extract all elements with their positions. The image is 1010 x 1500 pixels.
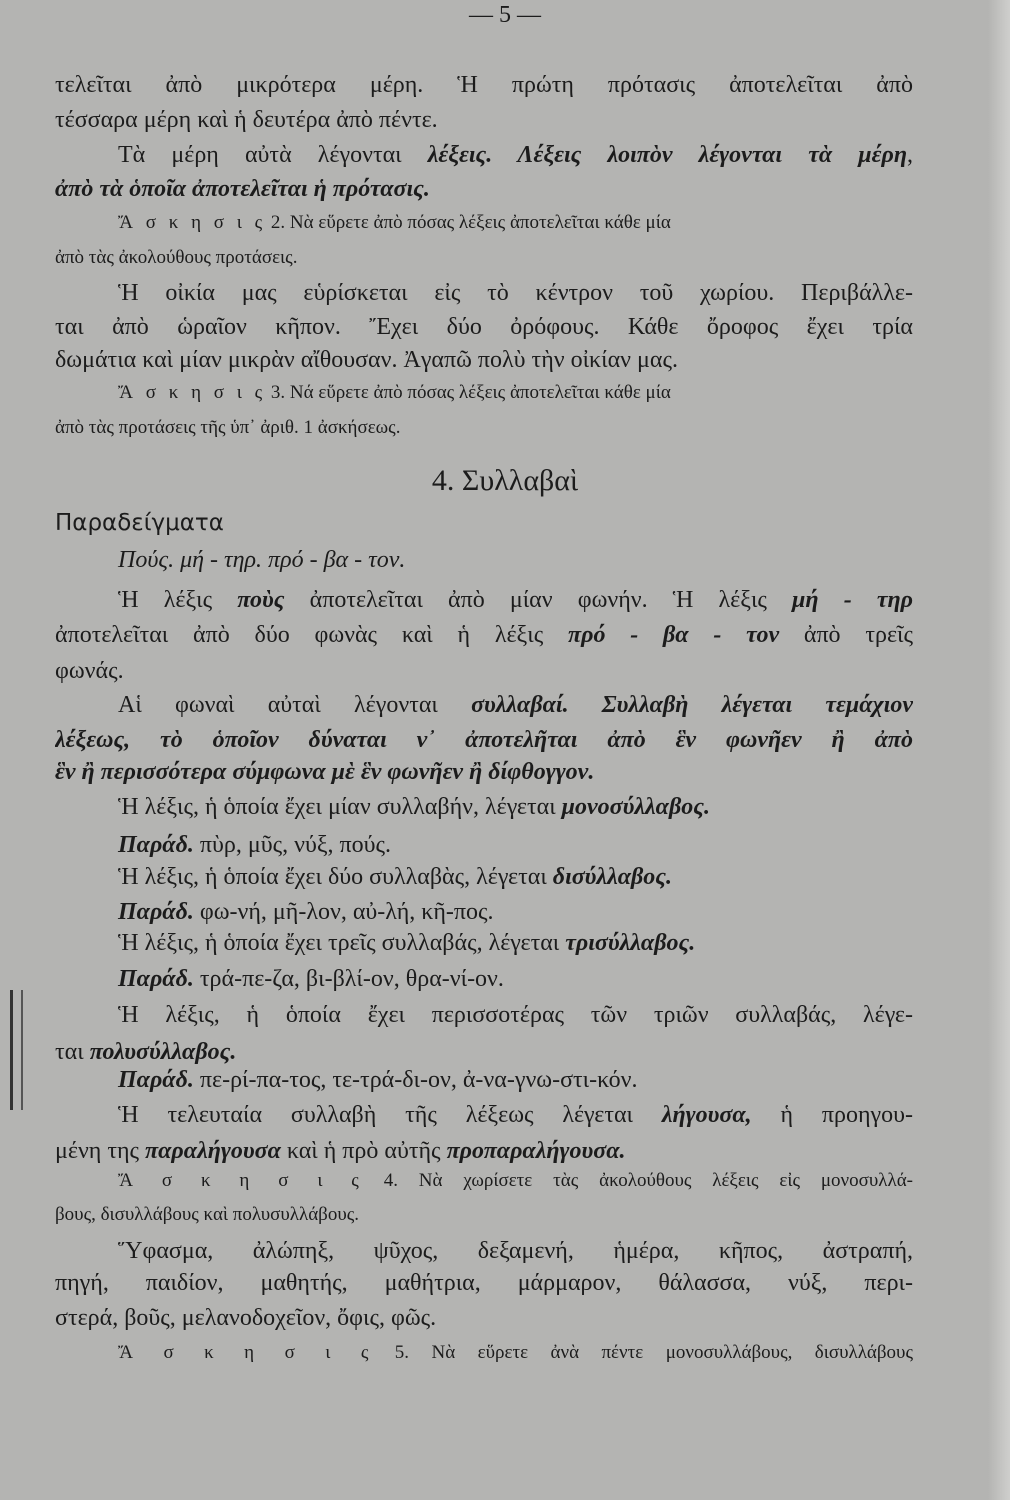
text-line (55, 1200, 913, 1230)
text-line (118, 862, 913, 892)
text-run: πε-ρί-πα-τος, τε-τρά-δι-ον, ἀ-να-γνω-στι-κόν. (193, 1067, 638, 1093)
text-line (118, 792, 913, 822)
text-run: Ὕφασμα, ἀλώπηξ, ψῦχος, δεξαμενή, ἡμέρα, κῆπος, ἀστραπή, (118, 1238, 913, 1264)
bold-italic-text: λέξεις. Λέξεις λοιπὸν λέγονται τὰ μέρη (427, 142, 907, 168)
text-line (55, 105, 913, 135)
bold-italic-text: λέξεως, τὸ ὁποῖον δύναται ν᾽ ἀποτελῆται ἀπὸ ἓν φωνῆεν ἢ ἀπὸ (55, 727, 913, 753)
text-line (118, 690, 913, 720)
bold-italic-text: ποὺς (237, 587, 285, 613)
page-number: — 5 — (469, 2, 541, 28)
subheading (55, 508, 913, 538)
bold-italic-text: Παράδ. (118, 966, 194, 992)
text-line (55, 656, 913, 686)
text-run: ἀπὸ τὰς ἀκολούθους προτάσεις. (55, 247, 298, 268)
text-run: τελεῖται ἀπὸ μικρότερα μέρη. Ἡ πρώτη πρότασις ἀποτελεῖται ἀπὸ (55, 72, 913, 98)
text-line (118, 278, 913, 308)
text-run: 4. Νὰ χωρίσετε τὰς ἀκολούθους λέξεις εἰς μονοσυλλά- (362, 1170, 913, 1191)
bold-italic-text: Παράδ. (118, 1067, 194, 1093)
text-run: φωνάς. (55, 658, 124, 684)
bold-italic-text: δισύλλαβος. (552, 864, 673, 890)
text-run: 3. Νά εὕρετε ἀπὸ πόσας λέξεις ἀποτελεῖται κάθε μία (266, 382, 671, 403)
text-line (118, 208, 913, 238)
page-edge (988, 0, 1010, 1500)
text-run: καὶ ἡ πρὸ αὐτῆς (280, 1138, 447, 1164)
text-run: Ἡ λέξις (118, 587, 238, 613)
text-run: φω-νή, μῆ-λον, αὐ-λή, κῆ-πος. (193, 899, 494, 925)
text-line (118, 1000, 913, 1030)
text-line (118, 585, 913, 615)
bold-italic-text: ἀπὸ τὰ ὁποῖα ἀποτελεῖται ἡ πρότασις. (55, 176, 430, 202)
bold-italic-text: μονοσύλλαβος. (561, 794, 710, 820)
text-run: ἀπὸ τὰς προτάσεις τῆς ὑπ᾽ ἀριθ. 1 ἀσκήσεως. (55, 417, 401, 438)
spaced-label: Ἄ σ κ η σ ι ς (118, 212, 267, 233)
text-run: ται ἀπὸ ὡραῖον κῆπον. Ἔχει δύο ὀρόφους. Κάθε ὄροφος ἔχει τρία (55, 314, 913, 340)
text-line (55, 1268, 913, 1298)
text-line (118, 1166, 913, 1196)
text-run: Τὰ μέρη αὐτὰ λέγονται (118, 142, 428, 168)
spaced-label: Ἄ σ κ η σ ι ς (118, 1342, 373, 1363)
text-run: ἡ προηγου- (751, 1102, 913, 1128)
text-run: Αἱ φωναὶ αὐταὶ λέγονται (118, 692, 472, 718)
text-line (118, 140, 913, 170)
text-run: τέσσαρα μέρη καὶ ἡ δευτέρα ἀπὸ πέντε. (55, 107, 438, 133)
text-line (55, 757, 913, 787)
text-run: Ἡ λέξις, ἡ ὁποία ἔχει δύο συλλαβὰς, λέγεται (118, 864, 553, 890)
text-run: βους, δισυλλάβους καὶ πολυσυλλάβους. (55, 1204, 360, 1225)
text-run: 2. Νὰ εὕρετε ἀπὸ πόσας λέξεις ἀποτελεῖται κάθε μία (266, 212, 671, 233)
bold-italic-text: παραλήγουσα (145, 1138, 281, 1164)
bold-italic-text: Παράδ. (118, 899, 194, 925)
text-run: 4. Συλλαβαὶ (431, 464, 579, 497)
section-heading (0, 466, 1010, 496)
text-line (118, 378, 913, 408)
text-run: Ἡ τελευταία συλλαβὴ τῆς λέξεως λέγεται (118, 1102, 662, 1128)
text-run: ἀποτελεῖται ἀπὸ δύο φωνὰς καὶ ἡ λέξις (55, 622, 568, 648)
text-line (55, 620, 913, 650)
bold-italic-text: πρό - βα - τον (568, 622, 780, 648)
text-line (55, 1303, 913, 1333)
text-run: Ἡ οἰκία μας εὑρίσκεται εἰς τὸ κέντρον τοῦ χωρίου. Περιβάλλε- (118, 280, 913, 306)
text-run: Παραδείγματα (55, 510, 224, 536)
bold-italic-text: λήγουσα, (661, 1102, 752, 1128)
bold-italic-text: μή - τηρ (792, 587, 913, 613)
text-run: Πούς. μή - τηρ. πρό - βα - τον. (118, 547, 406, 573)
text-line (118, 1100, 913, 1130)
text-line (55, 345, 913, 375)
bold-italic-text: ἓν ἢ περισσότερα σύμφωνα μὲ ἓν φωνῆεν ἢ δίφθογγον. (55, 759, 595, 785)
text-line (118, 1338, 913, 1368)
text-line (55, 243, 913, 273)
text-run: δωμάτια καὶ μίαν μικρὰν αἴθουσαν. Ἀγαπῶ πολὺ τὴν οἰκίαν μας. (55, 347, 678, 373)
text-line (118, 964, 913, 994)
bold-italic-text: Παράδ. (118, 832, 194, 858)
spaced-label: Ἄ σ κ η σ ι ς (118, 1170, 363, 1191)
text-line (55, 1037, 913, 1067)
text-line (55, 70, 913, 100)
bold-italic-text: τρισύλλαβος. (565, 930, 696, 956)
text-line (118, 1065, 913, 1095)
text-run: τρά-πε-ζα, βι-βλί-ον, θρα-νί-ον. (193, 966, 504, 992)
text-line (55, 312, 913, 342)
text-line (118, 928, 913, 958)
bold-italic-text: προπαραλήγουσα. (446, 1138, 626, 1164)
text-run: 5. Νὰ εὕρετε ἀνὰ πέντε μονοσυλλάβους, δισυλλάβους (372, 1342, 913, 1363)
text-line (55, 413, 913, 443)
text-line (118, 545, 913, 575)
text-run: Ἡ λέξις, ἡ ὁποία ἔχει περισσοτέρας τῶν τριῶν συλλαβάς, λέγε- (118, 1002, 913, 1028)
spaced-label: Ἄ σ κ η σ ι ς (118, 382, 267, 403)
text-line (118, 830, 913, 860)
bold-italic-text: πολυσύλλαβος. (89, 1039, 237, 1065)
text-run: μένη της (55, 1138, 146, 1164)
text-line (55, 174, 913, 204)
text-run: στερά, βοῦς, μελανοδοχεῖον, ὄφις, φῶς. (55, 1305, 437, 1331)
bold-italic-text: συλλαβαί. Συλλαβὴ λέγεται τεμάχιον (471, 692, 913, 718)
text-run: Ἡ λέξις, ἡ ὁποία ἔχει μίαν συλλαβήν, λέγεται (118, 794, 562, 820)
text-run: ἀποτελεῖται ἀπὸ μίαν φωνήν. Ἡ λέξις (284, 587, 793, 613)
text-line (118, 1236, 913, 1266)
text-run: ται (55, 1039, 90, 1065)
binding-staple (10, 990, 23, 1110)
text-run: πὺρ, μῦς, νύξ, πούς. (193, 832, 392, 858)
text-run: Ἡ λέξις, ἡ ὁποία ἔχει τρεῖς συλλαβάς, λέγεται (118, 930, 566, 956)
text-line (55, 1136, 913, 1166)
text-line (55, 725, 913, 755)
text-run: ἀπὸ τρεῖς (779, 622, 913, 648)
text-line (118, 897, 913, 927)
text-run: πηγή, παιδίον, μαθητής, μαθήτρια, μάρμαρον, θάλασσα, νύξ, περι- (55, 1270, 913, 1296)
text-run: , (907, 142, 913, 168)
